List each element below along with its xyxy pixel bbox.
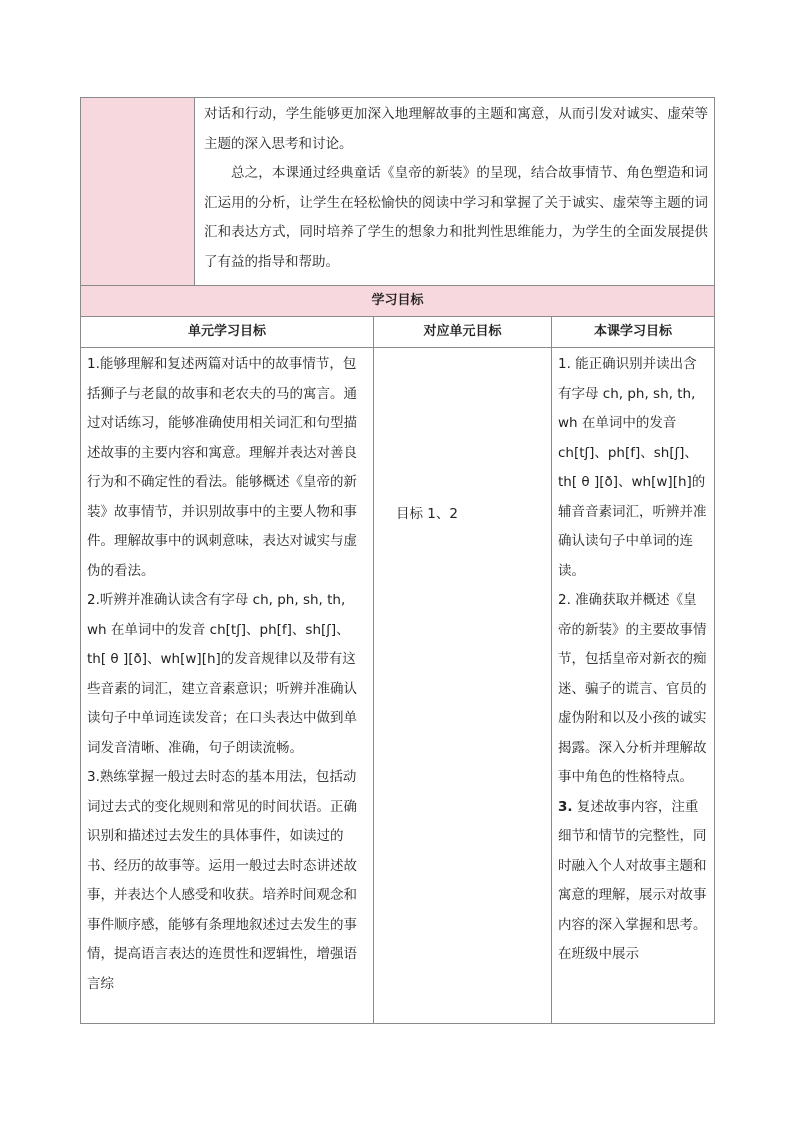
unit-objectives-list <box>81 348 373 999</box>
intro-text <box>195 98 714 277</box>
unit-objective-2: 2.听辨并准确认读含有字母 ch, ph, sh, th, wh 在单词中的发音 ch[tʃ]、ph[f]、sh[ʃ]、th[ θ ][ð]、wh[w][h]的发音规律以及带有这些音素的词汇，建立音素意识；听辨并准确认读句子中单词连读发音；在口头表达中做到单词发音清晰、准确，句子朗读流畅。 <box>87 592 357 756</box>
header-related-objectives: 对应单元目标 <box>374 317 552 348</box>
related-objectives-cell <box>374 348 552 1024</box>
header-unit-objectives: 单元学习目标 <box>81 317 374 348</box>
objectives-section-title: 学习目标 <box>81 286 715 317</box>
unit-objective-1: 1.能够理解和复述两篇对话中的故事情节，包括狮子与老鼠的故事和老农夫的马的寓言。通过对话练习，能够准确使用相关词汇和句型描述故事的主要内容和寓意。理解并表达对善良行为和不确定性的看法。能够概述《皇帝的新装》故事情节，并识别故事中的主要人物和事件。理解故事中的讽刺意味，表达对诚实与虚伪的看法。 <box>87 356 357 579</box>
lesson-objective-2 <box>558 586 707 793</box>
lesson-objectives-list <box>552 348 714 970</box>
intro-paragraph-continued: 对话和行动，学生能够更加深入地理解故事的主题和寓意，从而引发对诚实、虚荣等主题的深入思考和讨论。 <box>204 106 709 152</box>
related-targets: 目标 1、2 <box>396 506 458 522</box>
lesson-objective-2-number: 2. <box>558 592 571 608</box>
lesson-objective-2-text: 准确获取并概述《皇帝的新装》的主要故事情节，包括皇帝对新衣的痴迷、骗子的谎言、官员的虚伪附和以及小孩的诚实揭露。深入分析并理解故事中角色的性格特点。 <box>558 592 707 785</box>
objectives-header-row <box>81 317 715 348</box>
intro-row <box>81 98 715 286</box>
lesson-objective-3 <box>558 793 707 970</box>
lesson-plan-table-wrapper <box>80 97 714 1024</box>
lesson-objectives-cell <box>552 348 715 1024</box>
header-lesson-objectives: 本课学习目标 <box>552 317 715 348</box>
lesson-objective-1 <box>558 350 707 586</box>
lesson-objective-3-text: 复述故事内容，注重细节和情节的完整性，同时融入个人对故事主题和寓意的理解，展示对故事内容的深入掌握和思考。在班级中展示 <box>558 798 707 962</box>
intro-paragraph-summary: 总之，本课通过经典童话《皇帝的新装》的呈现，结合故事情节、角色塑造和词汇运用的分析，让学生在轻松愉快的阅读中学习和掌握了关于诚实、虚荣等主题的词汇和表达方式，同时培养了学生的想象力和批判性思维能力，为学生的全面发展提供了有益的指导和帮助。 <box>204 165 709 270</box>
intro-text-cell <box>195 98 715 286</box>
unit-objectives-cell <box>81 348 374 1024</box>
objectives-title-row <box>81 286 715 317</box>
lesson-objective-1-number: 1. <box>558 356 571 372</box>
lesson-plan-table <box>80 97 715 1024</box>
lesson-objective-1-text: 能正确识别并读出含有字母 ch, ph, sh, th, wh 在单词中的发音 ch[tʃ]、ph[f]、sh[ʃ]、th[ θ ][ð]、wh[w][h]的辅音音素词汇，听辨并准确认读句子中单词的连读。 <box>558 356 707 579</box>
objectives-content-row <box>81 348 715 1024</box>
lesson-objective-3-number: 3. <box>558 798 573 815</box>
unit-objective-3: 3.熟练掌握一般过去时态的基本用法，包括动词过去式的变化规则和常见的时间状语。正确识别和描述过去发生的具体事件，如读过的书、经历的故事等。运用一般过去时态讲述故事，并表达个人感受和收获。培养时间观念和事件顺序感，能够有条理地叙述过去发生的事情，提高语言表达的连贯性和逻辑性，增强语言综 <box>87 769 357 992</box>
intro-label-cell <box>81 98 195 286</box>
